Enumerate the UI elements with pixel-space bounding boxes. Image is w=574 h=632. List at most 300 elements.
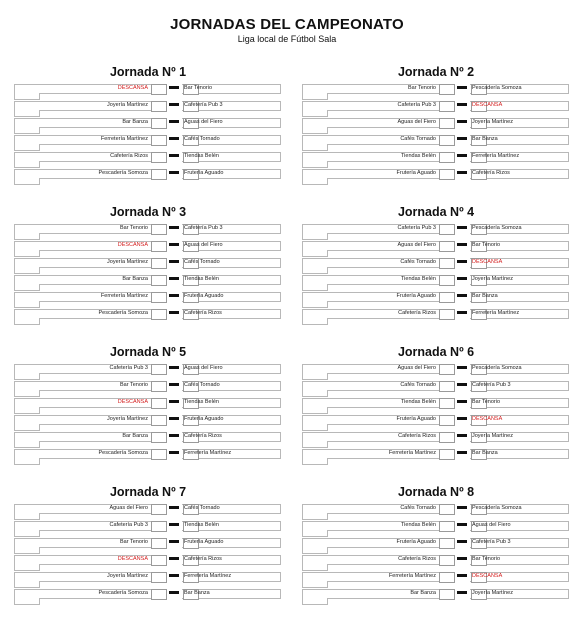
home-team-tab [14,373,40,380]
match-row [12,589,280,606]
home-score-box[interactable] [151,84,167,95]
away-team-name: Frutería Aguado [184,416,224,422]
away-team-name: Joyería Martínez [472,276,513,282]
home-team-tab [14,318,40,325]
jornada-title: Jornada Nº 6 [397,345,475,359]
home-score-box[interactable] [439,364,455,375]
home-score-box[interactable] [439,555,455,566]
home-score-box[interactable] [439,258,455,269]
home-team-tab [14,93,40,100]
score-separator [169,277,179,280]
home-team-name: Aguas del Fiero [109,505,148,511]
score-separator [169,591,179,594]
score-separator [457,120,467,123]
home-team-name: Joyería Martínez [107,416,148,422]
home-team-tab [14,250,40,257]
away-team-name: Pescadería Somoza [472,365,522,371]
home-team-tab [14,110,40,117]
page-title: JORNADAS DEL CAMPEONATO [170,16,404,33]
match-row [300,292,568,309]
home-team-tab [14,530,40,537]
home-score-box[interactable] [151,152,167,163]
home-team-name: DESCANSA [117,399,148,405]
home-team-tab [302,93,328,100]
score-separator [457,506,467,509]
home-score-box[interactable] [151,275,167,286]
match-row [300,258,568,275]
home-team-name: Cafetería Rizos [398,556,436,562]
home-team-name: Bar Banza [122,433,148,439]
match-row [12,275,280,292]
jornada-block [300,204,568,326]
match-row [12,241,280,258]
score-separator [169,294,179,297]
home-team-name: Cafés Tornado [400,136,436,142]
home-team-name: DESCANSA [117,85,148,91]
home-team-tab [14,144,40,151]
home-team-name: Bar Tenorio [119,382,148,388]
away-team-name: Frutería Aguado [184,293,224,299]
home-team-tab [14,407,40,414]
score-separator [169,86,179,89]
away-team-name: Ferretería Martínez [472,153,520,159]
score-separator [457,591,467,594]
home-team-tab [302,144,328,151]
away-team-name: Bar Banza [472,450,498,456]
home-team-name: Bar Banza [122,119,148,125]
match-row [12,572,280,589]
away-team-name: Tiendas Belén [184,399,219,405]
home-score-box[interactable] [439,504,455,515]
home-team-tab [302,161,328,168]
match-row [12,555,280,572]
score-separator [169,154,179,157]
away-team-name: Cafetería Rizos [184,310,222,316]
score-separator [457,171,467,174]
home-team-name: Frutería Aguado [396,416,436,422]
match-row [12,381,280,398]
jornada-block [300,484,568,606]
away-team-name: Cafés Tornado [184,259,220,265]
jornada-block [12,204,280,326]
home-team-tab [302,250,328,257]
score-separator [169,226,179,229]
jornada-block [12,484,280,606]
away-team-name: Frutería Aguado [184,170,224,176]
away-team-name: Joyería Martínez [472,119,513,125]
match-row [12,398,280,415]
home-score-box[interactable] [439,169,455,180]
match-row [12,538,280,555]
score-separator [457,383,467,386]
home-team-tab [14,564,40,571]
home-team-name: Cafetería Pub 3 [109,365,148,371]
home-team-tab [302,581,328,588]
match-row [12,521,280,538]
home-team-name: Pescadería Somoza [98,170,148,176]
score-separator [169,383,179,386]
match-row [300,84,568,101]
home-score-box[interactable] [151,364,167,375]
match-row [12,309,280,326]
home-team-tab [302,178,328,185]
home-score-box[interactable] [439,275,455,286]
home-team-name: Joyería Martínez [107,259,148,265]
home-team-name: Cafés Tornado [400,382,436,388]
home-score-box[interactable] [151,135,167,146]
home-score-box[interactable] [439,292,455,303]
match-row [300,241,568,258]
home-score-box[interactable] [151,521,167,532]
home-team-tab [302,110,328,117]
score-separator [169,120,179,123]
home-score-box[interactable] [151,398,167,409]
score-separator [169,366,179,369]
jornada-block [12,64,280,186]
jornada-title: Jornada Nº 2 [397,65,475,79]
score-separator [457,400,467,403]
away-team-name: Cafetería Pub 3 [472,382,511,388]
home-team-tab [302,390,328,397]
home-team-name: Bar Banza [122,276,148,282]
home-team-tab [14,284,40,291]
home-team-name: Ferretería Martínez [100,136,148,142]
away-team-name: Ferretería Martínez [184,450,232,456]
page-subtitle: Liga local de Fútbol Sala [237,34,337,44]
home-team-name: DESCANSA [117,242,148,248]
home-score-box[interactable] [439,381,455,392]
home-score-box[interactable] [151,169,167,180]
score-separator [457,277,467,280]
home-score-box[interactable] [151,258,167,269]
home-score-box[interactable] [151,572,167,583]
home-team-tab [302,373,328,380]
score-separator [169,540,179,543]
score-separator [457,557,467,560]
home-team-tab [302,547,328,554]
home-team-tab [14,424,40,431]
home-team-name: Pescadería Somoza [98,310,148,316]
home-team-tab [14,441,40,448]
away-team-name: DESCANSA [472,573,503,579]
home-score-box[interactable] [151,224,167,235]
score-separator [169,400,179,403]
home-score-box[interactable] [151,381,167,392]
match-row [12,152,280,169]
jornada-block [300,344,568,466]
home-score-box[interactable] [151,415,167,426]
home-team-tab [14,267,40,274]
away-team-name: Cafés Tornado [184,136,220,142]
home-team-name: Tiendas Belén [401,399,436,405]
score-separator [169,243,179,246]
home-score-box[interactable] [439,449,455,460]
home-team-name: Joyería Martínez [107,573,148,579]
match-row [12,292,280,309]
score-separator [169,311,179,314]
home-team-name: Bar Tenorio [119,225,148,231]
away-team-name: Aguas del Fiero [472,522,511,528]
home-team-name: DESCANSA [117,556,148,562]
home-team-name: Frutería Aguado [396,539,436,545]
home-score-box[interactable] [151,118,167,129]
home-team-name: Bar Banza [410,590,436,596]
score-separator [457,540,467,543]
home-team-name: Tiendas Belén [401,153,436,159]
home-score-box[interactable] [439,101,455,112]
home-team-tab [14,581,40,588]
home-team-name: Cafetería Rizos [398,310,436,316]
away-team-name: Cafés Tornado [184,505,220,511]
home-score-box[interactable] [151,241,167,252]
home-score-box[interactable] [439,224,455,235]
score-separator [457,260,467,263]
home-team-tab [302,513,328,520]
away-team-name: Bar Tenorio [472,242,501,248]
home-team-name: Joyería Martínez [107,102,148,108]
home-score-box[interactable] [439,589,455,600]
home-team-tab [302,127,328,134]
away-team-name: Joyería Martínez [472,590,513,596]
match-row [12,432,280,449]
match-row [300,364,568,381]
jornada-title: Jornada Nº 8 [397,485,475,499]
home-team-name: Cafés Tornado [400,259,436,265]
home-score-box[interactable] [439,309,455,320]
away-team-name: Bar Tenorio [184,85,213,91]
home-team-name: Cafetería Rizos [110,153,148,159]
away-team-name: Tiendas Belén [184,153,219,159]
away-team-name: Ferretería Martínez [184,573,232,579]
match-row [12,169,280,186]
match-row [300,118,568,135]
home-team-tab [302,284,328,291]
match-row [300,309,568,326]
home-team-tab [14,161,40,168]
away-team-name: Cafetería Rizos [184,556,222,562]
away-team-name: DESCANSA [472,416,503,422]
home-score-box[interactable] [439,398,455,409]
home-team-name: Ferretería Martínez [388,573,436,579]
match-row [12,135,280,152]
match-row [12,224,280,241]
match-row [300,538,568,555]
match-row [300,555,568,572]
away-team-name: Pescadería Somoza [472,505,522,511]
score-separator [457,294,467,297]
home-team-name: Frutería Aguado [396,170,436,176]
match-row [300,169,568,186]
home-score-box[interactable] [151,555,167,566]
score-separator [169,574,179,577]
home-team-name: Cafetería Pub 3 [109,522,148,528]
home-team-name: Pescadería Somoza [98,590,148,596]
away-team-name: DESCANSA [472,102,503,108]
away-team-name: Aguas del Fiero [184,242,223,248]
match-row [300,521,568,538]
match-row [300,572,568,589]
home-score-box[interactable] [151,292,167,303]
home-team-tab [14,233,40,240]
home-team-name: Aguas del Fiero [397,119,436,125]
match-row [300,135,568,152]
home-team-name: Frutería Aguado [396,293,436,299]
home-team-name: Tiendas Belén [401,276,436,282]
match-row [12,449,280,466]
home-team-tab [14,513,40,520]
score-separator [457,154,467,157]
away-team-name: Cafetería Rizos [184,433,222,439]
match-row [300,449,568,466]
home-team-tab [302,441,328,448]
score-separator [169,506,179,509]
home-score-box[interactable] [151,504,167,515]
jornada-title: Jornada Nº 1 [109,65,187,79]
home-score-box[interactable] [151,101,167,112]
home-team-tab [14,127,40,134]
home-team-tab [302,458,328,465]
score-separator [457,434,467,437]
score-separator [457,311,467,314]
home-team-name: Cafetería Pub 3 [397,225,436,231]
away-team-name: Frutería Aguado [184,539,224,545]
away-team-name: Cafetería Pub 3 [472,539,511,545]
score-separator [169,417,179,420]
score-separator [169,171,179,174]
match-row [12,101,280,118]
score-separator [457,137,467,140]
home-score-box[interactable] [439,152,455,163]
away-team-name: Pescadería Somoza [472,225,522,231]
away-team-name: Pescadería Somoza [472,85,522,91]
home-team-name: Bar Tenorio [407,85,436,91]
away-team-name: Cafetería Pub 3 [184,102,223,108]
jornada-title: Jornada Nº 4 [397,205,475,219]
away-team-name: Bar Banza [472,136,498,142]
home-score-box[interactable] [151,449,167,460]
home-score-box[interactable] [151,589,167,600]
home-team-tab [302,598,328,605]
home-team-name: Cafés Tornado [400,505,436,511]
home-team-name: Cafetería Rizos [398,433,436,439]
match-row [12,118,280,135]
home-score-box[interactable] [439,572,455,583]
match-row [300,275,568,292]
home-team-tab [14,301,40,308]
match-row [300,432,568,449]
home-team-name: Ferretería Martínez [388,450,436,456]
jornada-block [12,344,280,466]
home-team-name: Aguas del Fiero [397,242,436,248]
home-score-box[interactable] [151,538,167,549]
home-score-box[interactable] [439,521,455,532]
away-team-name: Aguas del Fiero [184,119,223,125]
home-team-name: Ferretería Martínez [100,293,148,299]
away-team-name: Tiendas Belén [184,276,219,282]
score-separator [457,417,467,420]
home-score-box[interactable] [439,118,455,129]
score-separator [457,86,467,89]
score-separator [457,366,467,369]
away-team-name: Cafetería Pub 3 [184,225,223,231]
away-team-name: Ferretería Martínez [472,310,520,316]
score-separator [457,226,467,229]
home-score-box[interactable] [439,415,455,426]
score-separator [457,103,467,106]
jornada-title: Jornada Nº 3 [109,205,187,219]
home-score-box[interactable] [439,135,455,146]
away-team-name: Bar Banza [184,590,210,596]
match-row [300,415,568,432]
away-team-name: Aguas del Fiero [184,365,223,371]
match-row [300,224,568,241]
match-row [300,504,568,521]
score-separator [457,574,467,577]
home-team-tab [14,547,40,554]
home-team-tab [14,458,40,465]
away-team-name: DESCANSA [472,259,503,265]
home-team-tab [302,407,328,414]
jornada-block [300,64,568,186]
score-separator [169,137,179,140]
home-team-tab [302,318,328,325]
score-separator [457,523,467,526]
away-team-name: Bar Tenorio [472,399,501,405]
home-team-name: Aguas del Fiero [397,365,436,371]
home-team-tab [302,301,328,308]
home-team-tab [14,178,40,185]
home-score-box[interactable] [151,309,167,320]
score-separator [169,451,179,454]
match-row [12,364,280,381]
away-team-name: Bar Tenorio [472,556,501,562]
match-row [300,589,568,606]
jornada-title: Jornada Nº 7 [109,485,187,499]
home-team-name: Cafetería Pub 3 [397,102,436,108]
jornada-title: Jornada Nº 5 [109,345,187,359]
home-team-tab [14,390,40,397]
match-row [12,504,280,521]
match-row [300,381,568,398]
home-team-tab [302,267,328,274]
home-score-box[interactable] [439,432,455,443]
home-team-tab [302,233,328,240]
match-row [300,152,568,169]
match-row [12,415,280,432]
away-team-name: Bar Banza [472,293,498,299]
home-team-name: Tiendas Belén [401,522,436,528]
home-team-tab [302,424,328,431]
home-team-tab [14,598,40,605]
home-team-name: Pescadería Somoza [98,450,148,456]
score-separator [457,243,467,246]
away-team-name: Cafetería Rizos [472,170,510,176]
score-separator [169,260,179,263]
away-team-name: Tiendas Belén [184,522,219,528]
score-separator [169,434,179,437]
score-separator [169,523,179,526]
match-row [300,398,568,415]
score-separator [457,451,467,454]
home-score-box[interactable] [439,84,455,95]
home-score-box[interactable] [151,432,167,443]
match-row [12,84,280,101]
home-score-box[interactable] [439,538,455,549]
match-row [300,101,568,118]
away-team-name: Joyería Martínez [472,433,513,439]
home-score-box[interactable] [439,241,455,252]
score-separator [169,103,179,106]
